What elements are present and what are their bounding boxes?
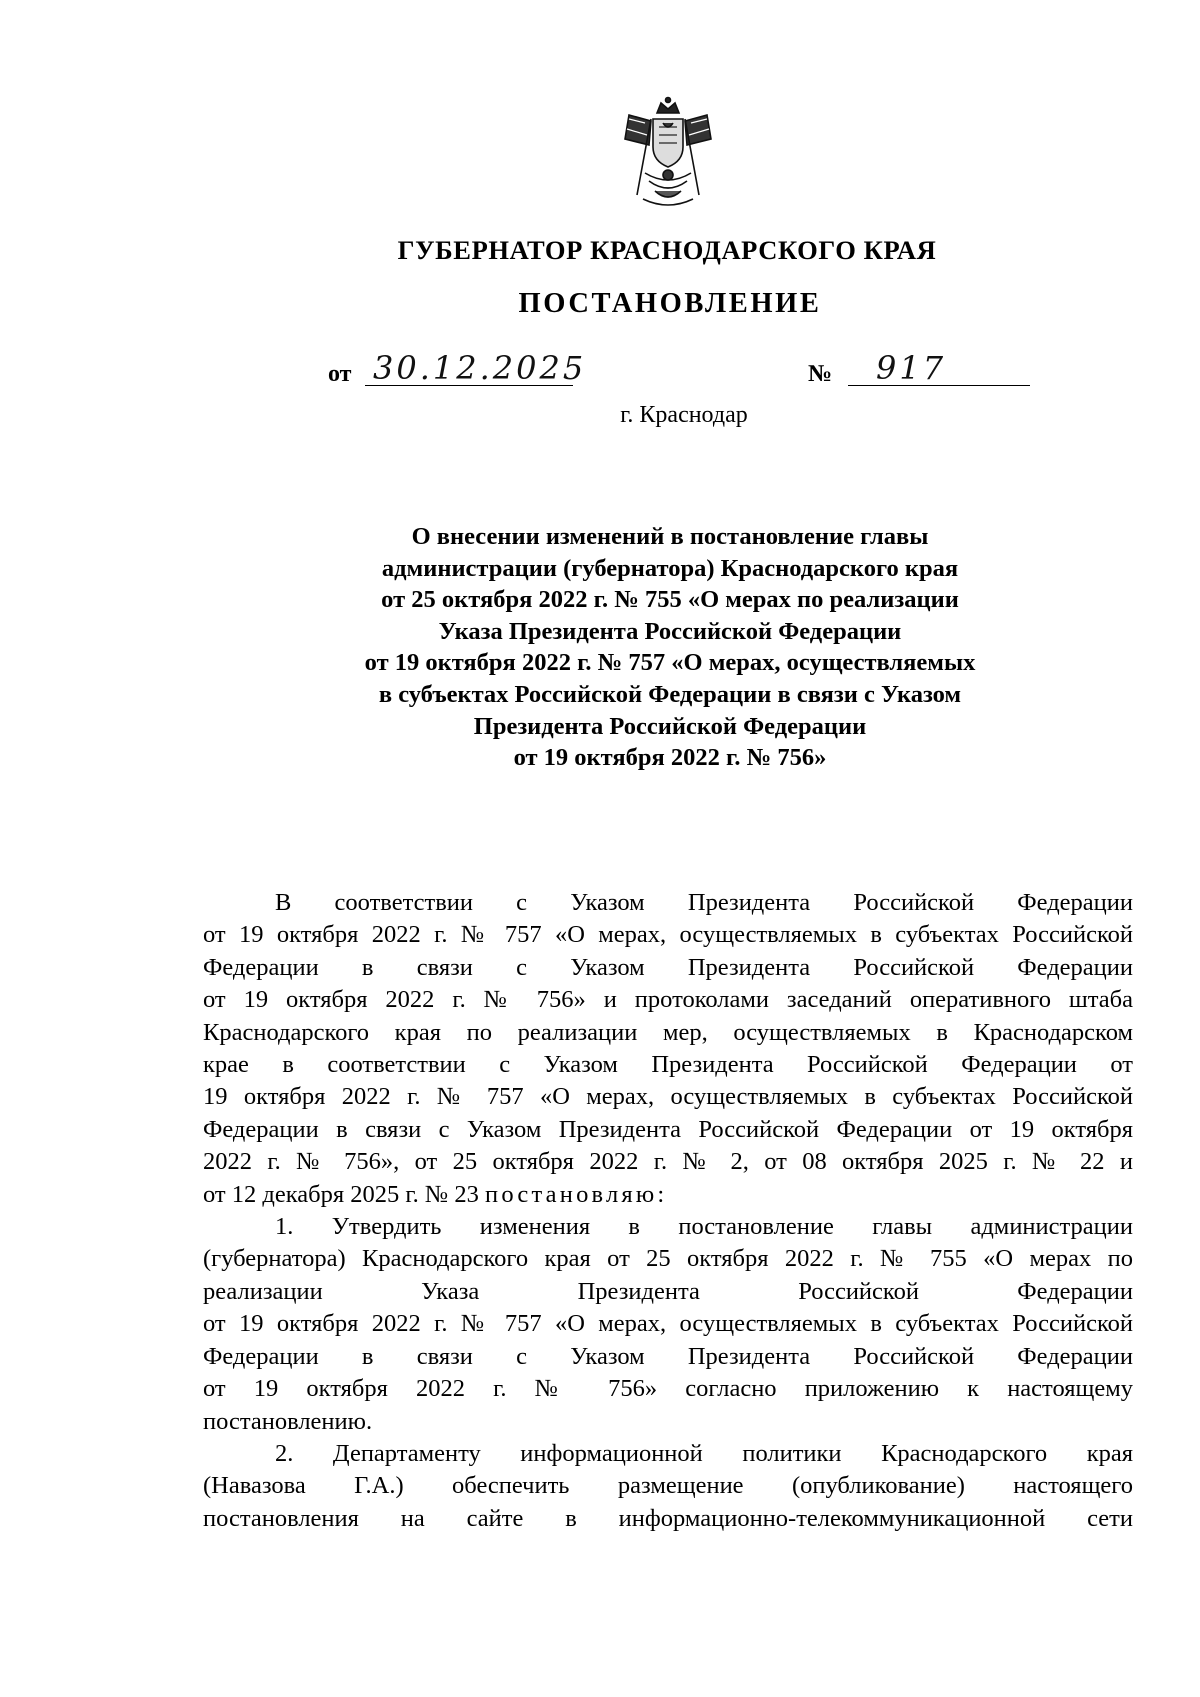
date-field: [365, 349, 587, 387]
resolution-prefix: от 12 декабря 2025 г. № 23: [203, 1180, 486, 1208]
title-line: от 19 октября 2022 г. № 757 «О мерах, осуществляемых: [364, 649, 976, 677]
body-line: крае в соответствии с Указом Президента Российской Федерации от: [203, 1051, 1133, 1079]
date-number-row: [0, 349, 1200, 393]
item1-line: постановлению.: [203, 1407, 373, 1435]
title-line: О внесении изменений в постановление главы: [411, 523, 929, 550]
body-line: от 19 октября 2022 г. № 756» и протоколами заседаний оперативного штаба: [203, 986, 1133, 1014]
title-line: от 25 октября 2022 г. № 755 «О мерах по реализации: [381, 586, 959, 614]
item1-line: от 19 октября 2022 г. № 757 «О мерах, осуществляемых в субъектах Российской: [203, 1310, 1133, 1338]
body-line: 19 октября 2022 г. № 757 «О мерах, осуществляемых в субъектах Российской: [203, 1083, 1133, 1111]
number-field: [848, 349, 1030, 387]
body-line: от 19 октября 2022 г. № 757 «О мерах, осуществляемых в субъектах Российской: [203, 921, 1133, 949]
coat-of-arms-icon: [615, 95, 721, 215]
document-body: [203, 887, 1133, 1535]
resolution-keyword: постановляю:: [485, 1180, 668, 1208]
body-line: 2022 г. № 756», от 25 октября 2022 г. № 2, от 08 октября 2025 г. № 22 и: [203, 1148, 1133, 1176]
body-line-resolution: [203, 1179, 1133, 1211]
body-line: Федерации в связи с Указом Президента Российской Федерации: [203, 953, 1133, 981]
title-line: от 19 октября 2022 г. № 756»: [513, 744, 827, 772]
item1-line: (губернатора) Краснодарского края от 25 октября 2022 г. № 755 «О мерах по: [203, 1245, 1133, 1273]
body-line: Федерации в связи с Указом Президента Российской Федерации от 19 октября: [203, 1115, 1133, 1143]
item1-line: от 19 октября 2022 г. № 756» согласно приложению к настоящему: [203, 1375, 1133, 1403]
issuing-authority: ГУБЕРНАТОР КРАСНОДАРСКОГО КРАЯ: [397, 235, 937, 265]
item1-line: реализации Указа Президента Российской Федерации: [203, 1277, 1133, 1305]
date-value-handwritten: 30.12.2025: [373, 349, 587, 387]
item2-line: 2. Департаменту информационной политики Краснодарского края: [275, 1439, 1133, 1467]
number-label: №: [808, 361, 833, 387]
item2-line: постановления на сайте в информационно-телекоммуникационной сети: [203, 1504, 1133, 1532]
title-line: администрации (губернатора) Краснодарского края: [381, 554, 959, 582]
number-value-handwritten: 917: [876, 349, 947, 387]
item1-line: 1. Утвердить изменения в постановление главы администрации: [275, 1213, 1133, 1241]
title-line: в субъектах Российской Федерации в связи с Указом: [378, 680, 962, 708]
body-line: В соответствии с Указом Президента Российской Федерации: [275, 889, 1133, 916]
title-line: Указа Президента Российской Федерации: [438, 617, 902, 645]
document-title: [300, 521, 1040, 774]
city: г. Краснодар: [620, 402, 748, 428]
document-type: ПОСТАНОВЛЕНИЕ: [518, 288, 822, 319]
item2-line: (Навазова Г.А.) обеспечить размещение (опубликование) настоящего: [203, 1472, 1133, 1500]
item1-line: Федерации в связи с Указом Президента Российской Федерации: [203, 1342, 1133, 1370]
title-line: Президента Российской Федерации: [473, 712, 867, 740]
date-label: от: [328, 361, 352, 387]
body-line: Краснодарского края по реализации мер, осуществляемых в Краснодарском: [203, 1018, 1133, 1046]
